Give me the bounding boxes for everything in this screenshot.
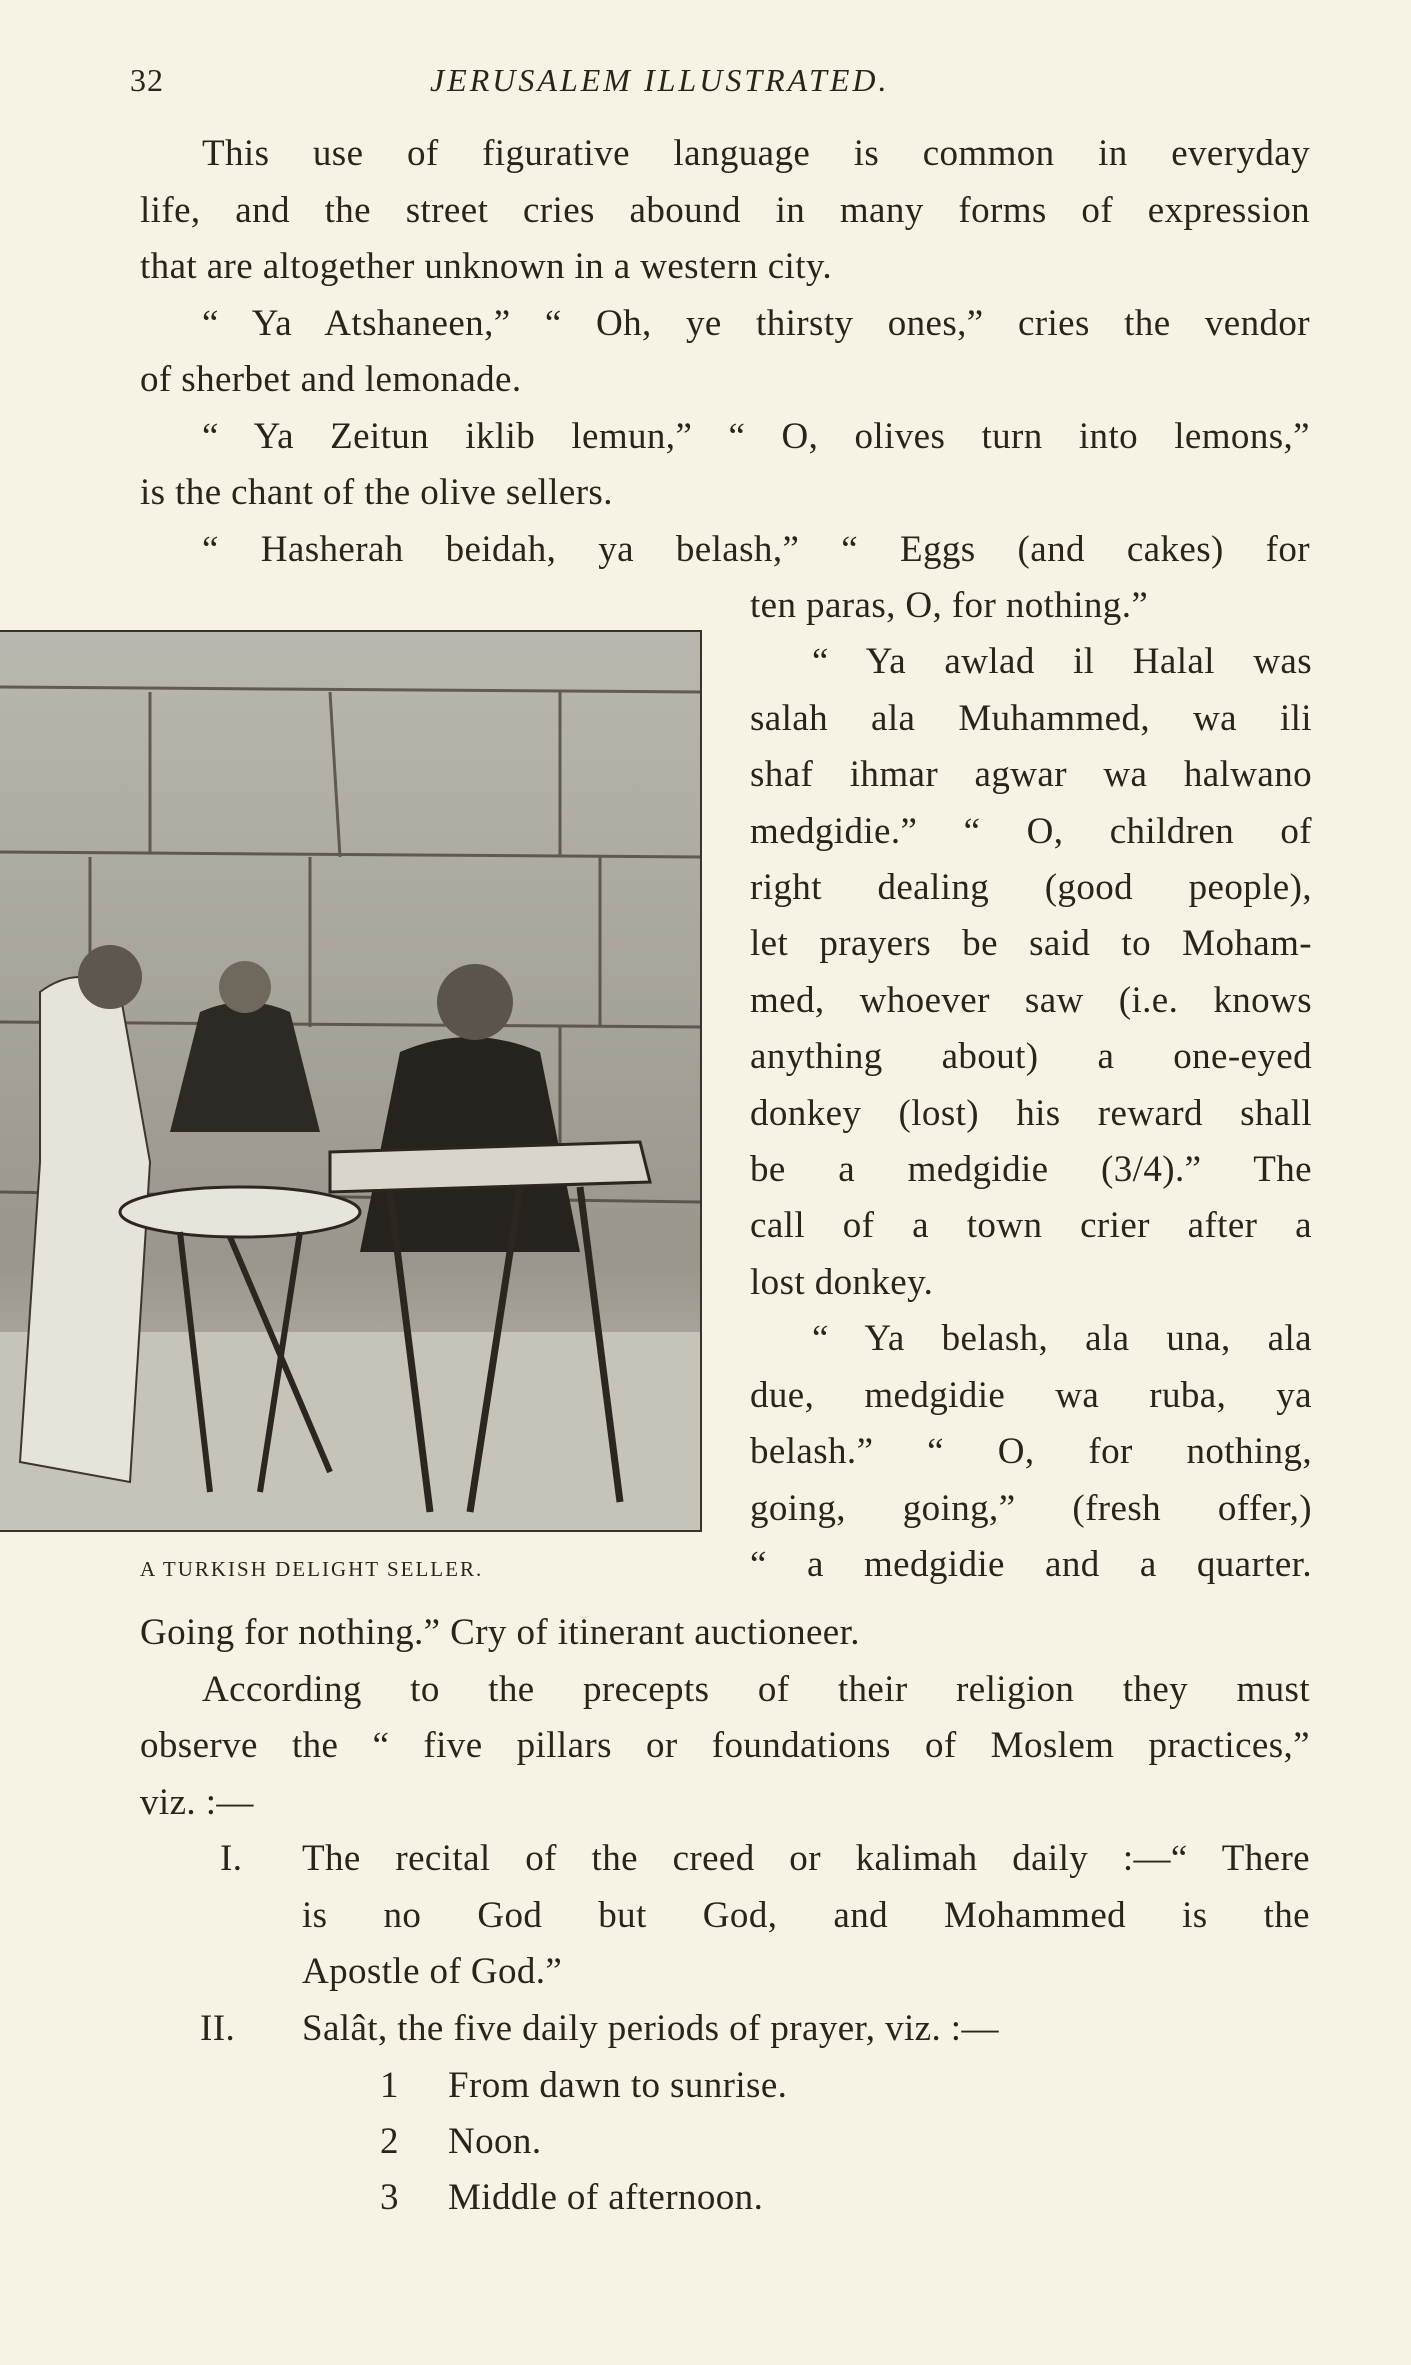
pillar-numeral: II.	[200, 2008, 236, 2049]
text-line: medgidie.” “ O, children of	[750, 810, 1312, 852]
text-line: viz. :—	[140, 1781, 254, 1823]
closing-paragraphs	[140, 1605, 1310, 1831]
prayer-period-2	[380, 2114, 1280, 2171]
text-line: of sherbet and lemonade.	[140, 359, 522, 400]
text-line: “ Ya Zeitun iklib lemun,” “ O, olives turn into lemons,”	[202, 415, 1310, 457]
text-line: observe the “ five pillars or foundations of Moslem practices,”	[140, 1725, 1310, 1766]
page-number: 32	[130, 62, 164, 98]
prayer-text: Noon.	[448, 2121, 542, 2162]
text-line: anything about) a one-eyed	[750, 1036, 1312, 1078]
text-line: call of a town crier after a	[750, 1205, 1312, 1247]
text-line: be a medgidie (3/4).” The	[750, 1149, 1312, 1191]
pillar-item-2	[200, 2001, 1310, 2058]
text-line: salah ala Muhammed, wa ili	[750, 697, 1312, 739]
prayer-number: 2	[380, 2121, 399, 2162]
text-line: right dealing (good people),	[750, 867, 1312, 909]
turkish-delight-seller-photo	[0, 630, 702, 1532]
text-line: Salât, the five daily periods of prayer, viz. :—	[302, 2008, 999, 2049]
text-line: let prayers be said to Moham-	[750, 923, 1312, 965]
text-line: due, medgidie wa ruba, ya	[750, 1374, 1312, 1416]
page-header	[130, 62, 1310, 112]
text-line: ten paras, O, for nothing.”	[750, 585, 1149, 626]
opening-paragraphs	[140, 126, 1310, 578]
prayer-period-3	[380, 2170, 1280, 2227]
text-line: shaf ihmar agwar wa halwano	[750, 754, 1312, 796]
pillar-item-1	[220, 1831, 1310, 2001]
text-line: is the chant of the olive sellers.	[140, 472, 613, 513]
text-line: “ Ya awlad il Halal was	[812, 641, 1312, 683]
text-line: med, whoever saw (i.e. knows	[750, 979, 1312, 1021]
prayer-period-1	[380, 2058, 1280, 2115]
text-line: The recital of the creed or kalimah daily :—“ There	[302, 1838, 1310, 1879]
photo-illustration	[0, 632, 700, 1530]
text-line: lost donkey.	[750, 1261, 934, 1303]
text-line: “ a medgidie and a quarter.	[750, 1543, 1312, 1585]
text-line: “ Ya Atshaneen,” “ Oh, ye thirsty ones,” cries the vendor	[202, 302, 1310, 344]
prayer-text: From dawn to sunrise.	[448, 2065, 788, 2106]
text-line: “ Hasherah beidah, ya belash,” “ Eggs (and cakes) for	[202, 528, 1310, 570]
text-line: going, going,” (fresh offer,)	[750, 1487, 1312, 1529]
prayer-number: 1	[380, 2065, 399, 2106]
text-line: life, and the street cries abound in many forms of expression	[140, 189, 1310, 231]
text-line: belash.” “ O, for nothing,	[750, 1431, 1312, 1473]
text-line: Going for nothing.” Cry of itinerant auctioneer.	[140, 1612, 860, 1653]
prayer-text: Middle of afternoon.	[448, 2177, 764, 2218]
figure-caption: A TURKISH DELIGHT SELLER.	[140, 1557, 484, 1581]
pillar-numeral: I.	[220, 1838, 243, 1879]
text-line: that are altogether unknown in a western city.	[140, 246, 833, 287]
text-line: Apostle of God.”	[302, 1951, 563, 1992]
prayer-number: 3	[380, 2177, 399, 2218]
text-line: is no God but God, and Mohammed is the	[302, 1894, 1310, 1936]
text-line: According to the precepts of their religion they must	[202, 1668, 1310, 1710]
text-line: This use of figurative language is common in everyday	[202, 133, 1310, 174]
running-title: JERUSALEM ILLUSTRATED.	[430, 62, 890, 98]
text-line: donkey (lost) his reward shall	[750, 1092, 1312, 1134]
right-column-text	[750, 578, 1312, 1593]
text-line: “ Ya belash, ala una, ala	[812, 1318, 1312, 1360]
